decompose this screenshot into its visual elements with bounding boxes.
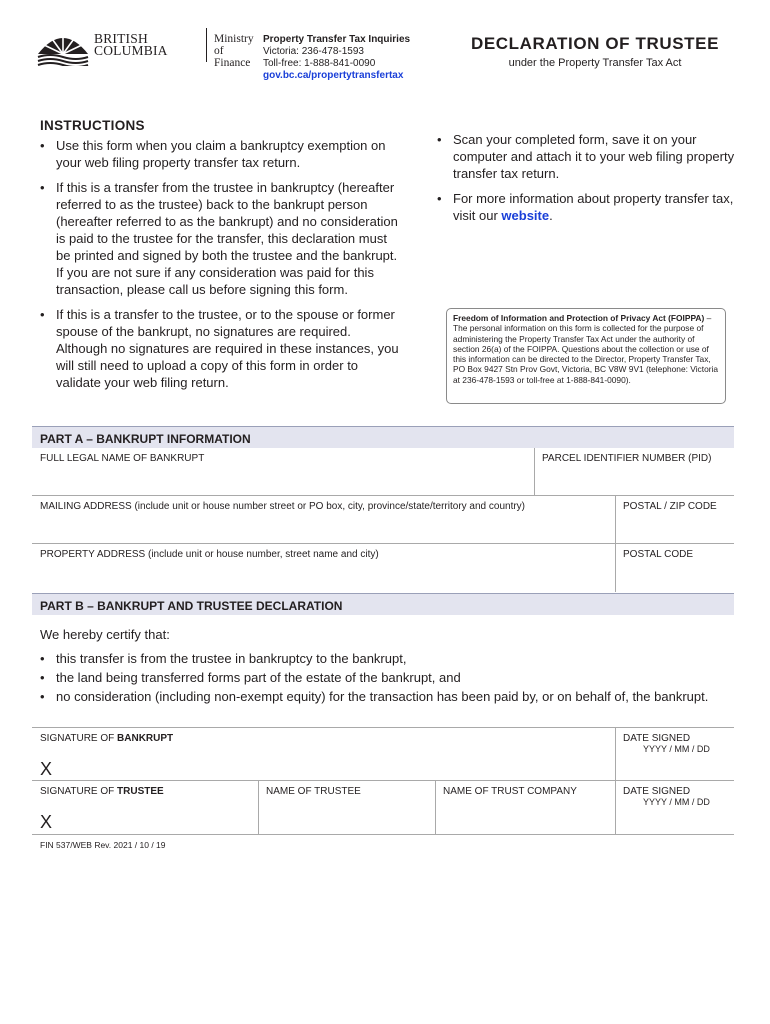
bc-government-logo	[36, 24, 254, 69]
full-legal-name-label: FULL LEGAL NAME OF BANKRUPT	[40, 453, 205, 464]
certification-item: • this transfer is from the trustee in bankruptcy to the bankrupt,	[40, 650, 720, 667]
logo-line1: BRITISH	[94, 31, 148, 46]
logo-wordmark	[94, 33, 168, 57]
tollfree-phone: Toll-free: 1-888-841-0090	[263, 58, 376, 69]
document-title: DECLARATION OF TRUSTEE	[470, 34, 720, 53]
full-legal-name-field[interactable]	[32, 448, 534, 495]
postal-zip-field[interactable]	[615, 496, 734, 543]
property-address-row	[32, 544, 734, 592]
instructions-heading: INSTRUCTIONS	[40, 118, 145, 133]
part-b-heading: PART B – BANKRUPT AND TRUSTEE DECLARATION	[32, 593, 734, 615]
instructions-left-column	[40, 137, 400, 399]
certification-list	[40, 650, 720, 707]
inquiries-heading: Property Transfer Tax Inquiries	[263, 34, 411, 45]
trustee-name-label: NAME OF TRUSTEE	[266, 786, 361, 797]
date-signed-label: DATE SIGNED	[623, 733, 691, 744]
bc-sun-logo-icon	[36, 24, 90, 66]
postal-code-field[interactable]	[615, 544, 734, 592]
instructions-right-column	[437, 131, 737, 232]
victoria-phone: Victoria: 236-478-1593	[263, 46, 364, 57]
bankrupt-date-field[interactable]	[615, 728, 734, 780]
part-a-heading: PART A – BANKRUPT INFORMATION	[32, 426, 734, 448]
instruction-item-more-info: • For more information about property transfer tax, visit our website.	[437, 190, 737, 224]
instruction-item: • If this is a transfer to the trustee, or to the spouse or former spouse of the bankrupt, no signatures are required. Although no signatures are required in these instances, you will still need to upload a copy of this form in order to validate your web filing return.	[40, 306, 400, 391]
mailing-address-row	[32, 496, 734, 544]
pid-field[interactable]	[534, 448, 734, 495]
postal-code-label: POSTAL CODE	[623, 549, 694, 560]
trustee-name-field[interactable]	[258, 781, 435, 834]
trustee-label-bold: TRUSTEE	[117, 786, 164, 797]
instruction-item: • Use this form when you claim a bankruptcy exemption on your web filing property transfer tax return.	[40, 137, 400, 171]
trustee-signature-row	[32, 781, 734, 835]
ministry-name: Ministry of Finance	[214, 33, 254, 69]
property-address-label: PROPERTY ADDRESS (include unit or house number, street name and city)	[40, 549, 379, 560]
certification-item: • no consideration (including non-exempt equity) for the transaction has been paid by, or on behalf of, the bankrupt.	[40, 688, 720, 705]
foippa-notice	[446, 308, 726, 404]
trustee-signature-x: X	[40, 812, 53, 832]
property-address-field[interactable]	[32, 544, 615, 592]
form-number-footer: FIN 537/WEB Rev. 2021 / 10 / 19	[40, 840, 166, 850]
trustee-signature-field[interactable]: SIGNATURE OF TRUSTEE X	[40, 786, 164, 832]
website-url-link[interactable]: gov.bc.ca/propertytransfertax	[263, 70, 404, 81]
trustee-date-field[interactable]	[615, 781, 734, 834]
date-format-hint: YYYY / MM / DD	[643, 744, 710, 754]
foippa-body: – The personal information on this form is collected for the purpose of administering the Property Transfer Tax Act under the authority of section 26(a) of the FOIPPA. Questions about the collection or use of this information can be directed to the Director, Property Transfer Tax, PO Box 9427 Stn Prov Govt, Victoria, BC V8W 9V1 (telephone: Victoria at 236-478-1593 or toll-free at 1-888-841-0090).	[453, 313, 719, 385]
date-signed-label: DATE SIGNED	[623, 786, 691, 797]
foippa-heading: Freedom of Information and Protection of Privacy Act (FOIPPA)	[453, 313, 705, 323]
bankrupt-signature-field[interactable]: SIGNATURE OF BANKRUPT X	[40, 733, 174, 779]
pid-label: PARCEL IDENTIFIER NUMBER (PID)	[542, 453, 712, 464]
bankrupt-signature-row	[32, 727, 734, 781]
inquiries-block	[263, 34, 410, 82]
bankrupt-label-bold: BANKRUPT	[117, 733, 174, 744]
instruction-item: • If this is a transfer from the trustee in bankruptcy (hereafter referred to as the trustee) back to the bankrupt person (hereafter referred to as the bankrupt) and no consideration is paid to the trustee for the transfer, this declaration must be printed and signed by both the trustee and the bankrupt. If you are not sure if any consideration was paid for this transaction, please call us before signing this form.	[40, 179, 400, 298]
mailing-address-label: MAILING ADDRESS (include unit or house number street or PO box, city, province/state/territory and country)	[40, 501, 526, 512]
document-subtitle: under the Property Transfer Tax Act	[508, 57, 682, 69]
bankrupt-name-row	[32, 448, 734, 496]
trust-company-field[interactable]	[435, 781, 615, 834]
date-format-hint: YYYY / MM / DD	[643, 797, 710, 807]
certify-statement: We hereby certify that:	[40, 627, 170, 642]
bankrupt-signature-x: X	[40, 759, 53, 779]
logo-line2: COLUMBIA	[94, 43, 168, 58]
website-link[interactable]: website	[501, 208, 550, 223]
postal-zip-label: POSTAL / ZIP CODE	[623, 501, 717, 512]
logo-divider	[206, 28, 207, 62]
certification-item: • the land being transferred forms part of the estate of the bankrupt, and	[40, 669, 720, 686]
mailing-address-field[interactable]	[32, 496, 615, 543]
trust-company-label: NAME OF TRUST COMPANY	[443, 786, 577, 797]
instruction-item: • Scan your completed form, save it on your computer and attach it to your web filing property transfer tax return.	[437, 131, 737, 182]
